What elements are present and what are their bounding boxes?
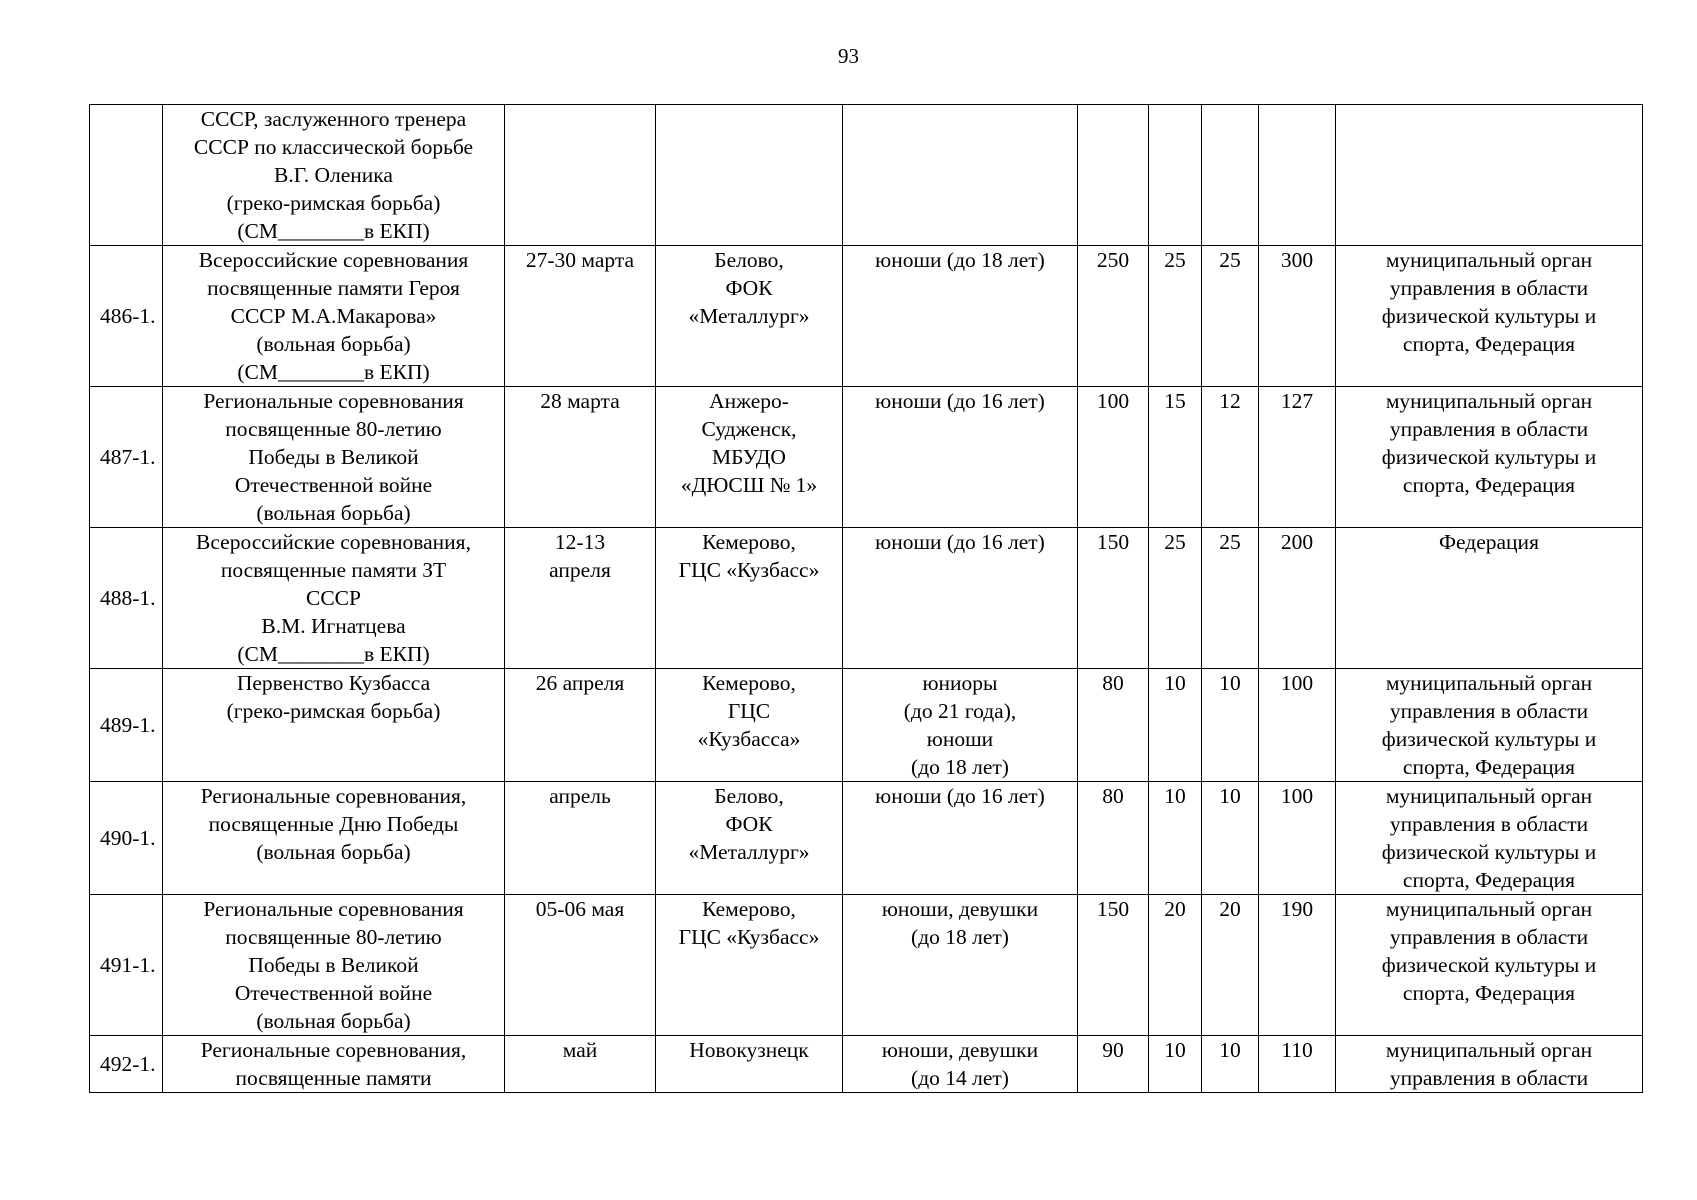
cell-event-name-line: Всероссийские соревнования, — [196, 530, 471, 554]
cell-organizer — [1336, 528, 1643, 669]
cell-participants — [843, 246, 1078, 387]
cell-event-name-line: СССР М.А.Макарова» — [230, 304, 437, 328]
cell-event-name-line: Победы в Великой — [248, 953, 419, 977]
cell-organizer-line: муниципальный орган — [1385, 897, 1593, 921]
cell-date-line: 12-13 — [554, 530, 606, 554]
cell-number: 488-1. — [90, 528, 163, 669]
cell-venue-line: «ДЮСШ № 1» — [680, 473, 818, 497]
table-row — [90, 669, 1643, 782]
cell-organizer-line: муниципальный орган — [1385, 1038, 1593, 1062]
cell-coaches: 10 — [1149, 669, 1202, 782]
cell-venue-line: ФОК — [725, 276, 773, 300]
cell-venue-line: Белово, — [714, 248, 784, 272]
cell-event-name — [163, 669, 505, 782]
cell-event-name-line: (СМ________в ЕКП) — [237, 642, 430, 666]
cell-number: 487-1. — [90, 387, 163, 528]
cell-event-name-line: В.Г. Оленика — [274, 163, 393, 187]
cell-participants-line: юноши, девушки — [881, 1038, 1039, 1062]
events-table-body — [90, 105, 1643, 1093]
cell-event-name-line: Региональные соревнования — [203, 389, 464, 413]
cell-organizer-line: управления в области — [1389, 276, 1589, 300]
cell-judges — [1202, 105, 1259, 246]
cell-venue-line: ГЦС «Кузбасс» — [678, 558, 820, 582]
cell-event-name-line: посвященные 80-летию — [225, 417, 442, 441]
cell-participants-line: юноши — [926, 727, 994, 751]
cell-event-name-line: Победы в Великой — [248, 445, 419, 469]
cell-venue-line: Кемерово, — [702, 671, 796, 695]
cell-total: 200 — [1259, 528, 1336, 669]
cell-organizer-line: муниципальный орган — [1385, 248, 1593, 272]
cell-date-line: апрель — [549, 784, 611, 808]
cell-total: 110 — [1259, 1036, 1336, 1093]
cell-event-name-line: (вольная борьба) — [256, 1009, 411, 1033]
page-number: 93 — [838, 44, 859, 68]
cell-participants-line: (до 21 года), — [903, 699, 1017, 723]
cell-venue — [656, 528, 843, 669]
cell-judges: 25 — [1202, 528, 1259, 669]
cell-date — [505, 246, 656, 387]
cell-athletes: 80 — [1078, 669, 1149, 782]
cell-coaches: 25 — [1149, 528, 1202, 669]
cell-organizer-line: спорта, Федерация — [1402, 868, 1576, 892]
cell-date — [505, 387, 656, 528]
cell-venue-line: ГЦС — [727, 699, 771, 723]
cell-event-name — [163, 782, 505, 895]
cell-athletes: 150 — [1078, 895, 1149, 1036]
cell-participants — [843, 1036, 1078, 1093]
cell-event-name-line: посвященные памяти Героя — [207, 276, 460, 300]
cell-event-name-line: (греко-римская борьба) — [226, 699, 441, 723]
cell-venue-line: Кемерово, — [702, 897, 796, 921]
cell-participants — [843, 528, 1078, 669]
cell-event-name — [163, 387, 505, 528]
cell-coaches — [1149, 105, 1202, 246]
cell-participants-line: юниоры — [922, 671, 998, 695]
cell-participants — [843, 105, 1078, 246]
table-row — [90, 895, 1643, 1036]
table-row — [90, 246, 1643, 387]
cell-participants-line: юноши, девушки — [881, 897, 1039, 921]
cell-organizer-line: управления в области — [1389, 699, 1589, 723]
cell-venue — [656, 782, 843, 895]
cell-date — [505, 528, 656, 669]
cell-venue-line: «Металлург» — [688, 304, 810, 328]
cell-athletes: 150 — [1078, 528, 1149, 669]
cell-organizer-line: спорта, Федерация — [1402, 755, 1576, 779]
cell-participants-line: юноши (до 16 лет) — [875, 530, 1045, 554]
cell-venue — [656, 387, 843, 528]
cell-number — [90, 105, 163, 246]
cell-date-line: 05-06 мая — [535, 897, 625, 921]
cell-organizer-line: управления в области — [1389, 1066, 1589, 1090]
cell-event-name-line: посвященные памяти ЗТ — [220, 558, 447, 582]
cell-organizer-line: физической культуры и — [1381, 304, 1597, 328]
cell-judges: 10 — [1202, 1036, 1259, 1093]
cell-judges: 20 — [1202, 895, 1259, 1036]
cell-venue-line: «Кузбасса» — [697, 727, 801, 751]
cell-event-name — [163, 105, 505, 246]
cell-coaches: 20 — [1149, 895, 1202, 1036]
cell-event-name-line: Отечественной войне — [234, 981, 433, 1005]
cell-coaches: 15 — [1149, 387, 1202, 528]
events-table — [89, 104, 1643, 1093]
cell-total: 190 — [1259, 895, 1336, 1036]
cell-athletes: 250 — [1078, 246, 1149, 387]
cell-athletes: 90 — [1078, 1036, 1149, 1093]
cell-venue — [656, 1036, 843, 1093]
cell-venue-line: МБУДО — [712, 445, 786, 469]
cell-venue — [656, 105, 843, 246]
cell-number: 486-1. — [90, 246, 163, 387]
cell-event-name-line: посвященные Дню Победы — [208, 812, 459, 836]
cell-date-line: апреля — [549, 558, 611, 582]
cell-coaches: 25 — [1149, 246, 1202, 387]
cell-total: 300 — [1259, 246, 1336, 387]
cell-organizer-line: спорта, Федерация — [1402, 981, 1576, 1005]
cell-event-name-line: В.М. Игнатцева — [261, 614, 406, 638]
cell-organizer-line: физической культуры и — [1381, 840, 1597, 864]
table-row — [90, 528, 1643, 669]
cell-event-name-line: Региональные соревнования, — [200, 1038, 467, 1062]
cell-event-name-line: (вольная борьба) — [256, 840, 411, 864]
cell-event-name-line: (вольная борьба) — [256, 332, 411, 356]
cell-venue-line: Анжеро- — [709, 389, 789, 413]
cell-date-line: 26 апреля — [535, 671, 625, 695]
cell-date-line: 27-30 марта — [525, 248, 635, 272]
table-row — [90, 105, 1643, 246]
cell-number: 492-1. — [90, 1036, 163, 1093]
cell-organizer — [1336, 782, 1643, 895]
cell-event-name-line: (СМ________в ЕКП) — [237, 360, 430, 384]
cell-date-line: май — [562, 1038, 598, 1062]
cell-venue-line: Судженск, — [701, 417, 797, 441]
cell-event-name-line: СССР — [306, 586, 361, 610]
cell-event-name-line: посвященные 80-летию — [225, 925, 442, 949]
cell-number: 489-1. — [90, 669, 163, 782]
cell-date-line: 28 марта — [540, 389, 620, 413]
table-row — [90, 782, 1643, 895]
cell-event-name-line: Отечественной войне — [234, 473, 433, 497]
cell-event-name-line: СССР, заслуженного тренера — [200, 107, 467, 131]
cell-participants-line: (до 18 лет) — [911, 925, 1009, 949]
cell-total: 100 — [1259, 782, 1336, 895]
cell-athletes — [1078, 105, 1149, 246]
cell-number: 491-1. — [90, 895, 163, 1036]
cell-participants — [843, 782, 1078, 895]
cell-judges: 10 — [1202, 782, 1259, 895]
cell-organizer-line: физической культуры и — [1381, 445, 1597, 469]
cell-organizer — [1336, 105, 1643, 246]
cell-participants-line: (до 18 лет) — [911, 755, 1009, 779]
cell-athletes: 80 — [1078, 782, 1149, 895]
cell-venue-line: ГЦС «Кузбасс» — [678, 925, 820, 949]
cell-coaches: 10 — [1149, 1036, 1202, 1093]
cell-event-name-line: (СМ________в ЕКП) — [237, 219, 430, 243]
cell-participants-line: юноши (до 18 лет) — [875, 248, 1045, 272]
cell-judges: 12 — [1202, 387, 1259, 528]
cell-event-name — [163, 1036, 505, 1093]
cell-organizer-line: муниципальный орган — [1385, 389, 1593, 413]
cell-venue-line: ФОК — [725, 812, 773, 836]
cell-event-name-line: Региональные соревнования, — [200, 784, 467, 808]
cell-organizer-line: Федерация — [1439, 530, 1539, 554]
cell-event-name-line: (греко-римская борьба) — [226, 191, 441, 215]
cell-total: 127 — [1259, 387, 1336, 528]
cell-organizer-line: спорта, Федерация — [1402, 473, 1576, 497]
cell-organizer — [1336, 246, 1643, 387]
cell-total: 100 — [1259, 669, 1336, 782]
cell-organizer-line: спорта, Федерация — [1402, 332, 1576, 356]
cell-organizer-line: физической культуры и — [1381, 727, 1597, 751]
table-row — [90, 387, 1643, 528]
cell-organizer-line: управления в области — [1389, 812, 1589, 836]
cell-date — [505, 895, 656, 1036]
cell-participants-line: (до 14 лет) — [911, 1066, 1009, 1090]
cell-organizer-line: муниципальный орган — [1385, 671, 1593, 695]
cell-date — [505, 782, 656, 895]
cell-total — [1259, 105, 1336, 246]
cell-event-name-line: Первенство Кузбасса — [236, 671, 431, 695]
cell-date — [505, 105, 656, 246]
cell-event-name-line: Региональные соревнования — [203, 897, 464, 921]
cell-participants — [843, 387, 1078, 528]
cell-venue — [656, 895, 843, 1036]
cell-date — [505, 669, 656, 782]
cell-participants-line: юноши (до 16 лет) — [875, 784, 1045, 808]
cell-venue — [656, 246, 843, 387]
cell-event-name-line: СССР по классической борьбе — [193, 135, 474, 159]
cell-coaches: 10 — [1149, 782, 1202, 895]
cell-event-name — [163, 246, 505, 387]
cell-event-name-line: посвященные памяти — [235, 1066, 432, 1090]
cell-athletes: 100 — [1078, 387, 1149, 528]
cell-venue — [656, 669, 843, 782]
cell-venue-line: «Металлург» — [688, 840, 810, 864]
cell-event-name — [163, 528, 505, 669]
cell-judges: 10 — [1202, 669, 1259, 782]
cell-organizer — [1336, 895, 1643, 1036]
cell-organizer — [1336, 669, 1643, 782]
cell-participants-line: юноши (до 16 лет) — [875, 389, 1045, 413]
cell-venue-line: Новокузнецк — [689, 1038, 809, 1062]
cell-number: 490-1. — [90, 782, 163, 895]
cell-event-name-line: Всероссийские соревнования — [198, 248, 469, 272]
cell-organizer — [1336, 387, 1643, 528]
cell-organizer-line: муниципальный орган — [1385, 784, 1593, 808]
cell-participants — [843, 669, 1078, 782]
cell-organizer — [1336, 1036, 1643, 1093]
cell-organizer-line: физической культуры и — [1381, 953, 1597, 977]
cell-participants — [843, 895, 1078, 1036]
cell-organizer-line: управления в области — [1389, 417, 1589, 441]
cell-event-name — [163, 895, 505, 1036]
cell-organizer-line: управления в области — [1389, 925, 1589, 949]
cell-date — [505, 1036, 656, 1093]
cell-judges: 25 — [1202, 246, 1259, 387]
table-row — [90, 1036, 1643, 1093]
cell-venue-line: Белово, — [714, 784, 784, 808]
cell-event-name-line: (вольная борьба) — [256, 501, 411, 525]
cell-venue-line: Кемерово, — [702, 530, 796, 554]
